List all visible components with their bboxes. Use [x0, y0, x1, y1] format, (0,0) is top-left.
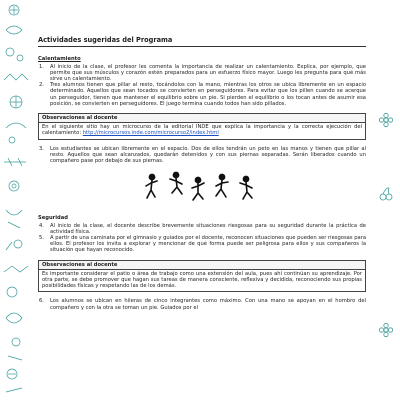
section-label-safety: Seguridad: [38, 215, 68, 222]
teacher-note-box: [38, 113, 366, 140]
list-item: [38, 298, 366, 310]
flower-icon: [378, 322, 394, 338]
microcourse-link[interactable]: http://microcursos.inde.com/microcurso2/index.html: [82, 130, 219, 137]
list-item: [38, 235, 366, 254]
note-text: En el siguiente sitio hay un microcurso de la editorial INDE que explica la importancia y la correcta ejecución del calentamiento:: [42, 124, 362, 137]
note-body: [39, 123, 365, 138]
list-item: [38, 82, 366, 107]
children-running-illustration: [142, 171, 262, 205]
list-item: [38, 64, 366, 83]
note-heading: Observaciones al docente: [39, 261, 365, 270]
item-text: Los estudiantes se ubican libremente en el espacio. Dos de ellos tendrán un peto en las manos y tienen que pillar al resto. Aquellos que sean alcanzados, quedarán detenidos y con sus piernas separadas. Serán liberados cuando un compañero pase por debajo de sus piernas.: [50, 145, 366, 164]
item-text: Los alumnos se ubican en hileras de cinco integrantes como máximo. Con una mano se apoyan en el hombro del compañero y con la otra se toman un pie. Guiados por el: [50, 298, 366, 311]
item-number: 2.: [39, 82, 44, 89]
item-number: 4.: [39, 222, 44, 229]
item-text: A partir de una caminata por el gimnasio y guiados por el docente, reconocen situaciones que pueden ser riesgosas para ellos. El profesor los invita a explorar y mencionar de qué forma puede ser peligrosa para ellos y sus compañeros la situación que hayan reconocido.: [50, 235, 366, 254]
item-text: Tres alumnos tienen que pillar al resto, tocándolos con la mano, mientras los otros se ubica libremente en un espacio determinado. Aquellos que sean tocados se convierten en perseguidores. Para evitar que los pillen cuando se acerque un perseguidor, tienen que mantener el equilibrio sobre un pie. Si pierden el equilibrio o los tocan antes de asumir esa posición, se convierten en perseguidores. El juego termina cuando todos han sido pillados.: [50, 82, 366, 107]
decorative-doodles: [0, 0, 34, 400]
flower-icon: [378, 112, 394, 128]
list-item: [38, 146, 366, 165]
note-body: Es importante considerar el patio o área de trabajo como una extensión del aula, pues ahí continúan su aprendizaje. Por otra parte, se debe promover que hagan sus tareas de manera consciente, reflexiva y decidida, reconociendo sus propias posibilidades físicas y respetando las de los demás.: [42, 270, 362, 290]
teacher-note-box: [38, 260, 366, 293]
note-heading: Observaciones al docente: [39, 114, 365, 123]
page-title: Actividades sugeridas del Programa: [38, 36, 173, 44]
title-divider: [38, 46, 366, 47]
item-number: 3.: [39, 145, 44, 152]
list-item: [38, 223, 366, 235]
section-label-warmup: Calentamiento: [38, 56, 81, 62]
item-text: Al inicio de la clase, el docente describe brevemente situaciones riesgosas para su seguridad durante la práctica de actividad física.: [50, 222, 366, 235]
item-number: 1.: [39, 63, 44, 70]
item-text: Al inicio de la clase, el profesor les comenta la importancia de realizar un calentamiento. Explica, por ejemplo, que permite que sus músculos y corazón estén preparados para un esfuerzo físico mayor. Luego les pregunta para qué más sirve un calentamiento.: [50, 63, 366, 82]
document-page: [38, 36, 366, 311]
item-number: 6.: [39, 298, 44, 305]
cherries-icon: [378, 186, 394, 202]
item-number: 5.: [39, 235, 44, 242]
